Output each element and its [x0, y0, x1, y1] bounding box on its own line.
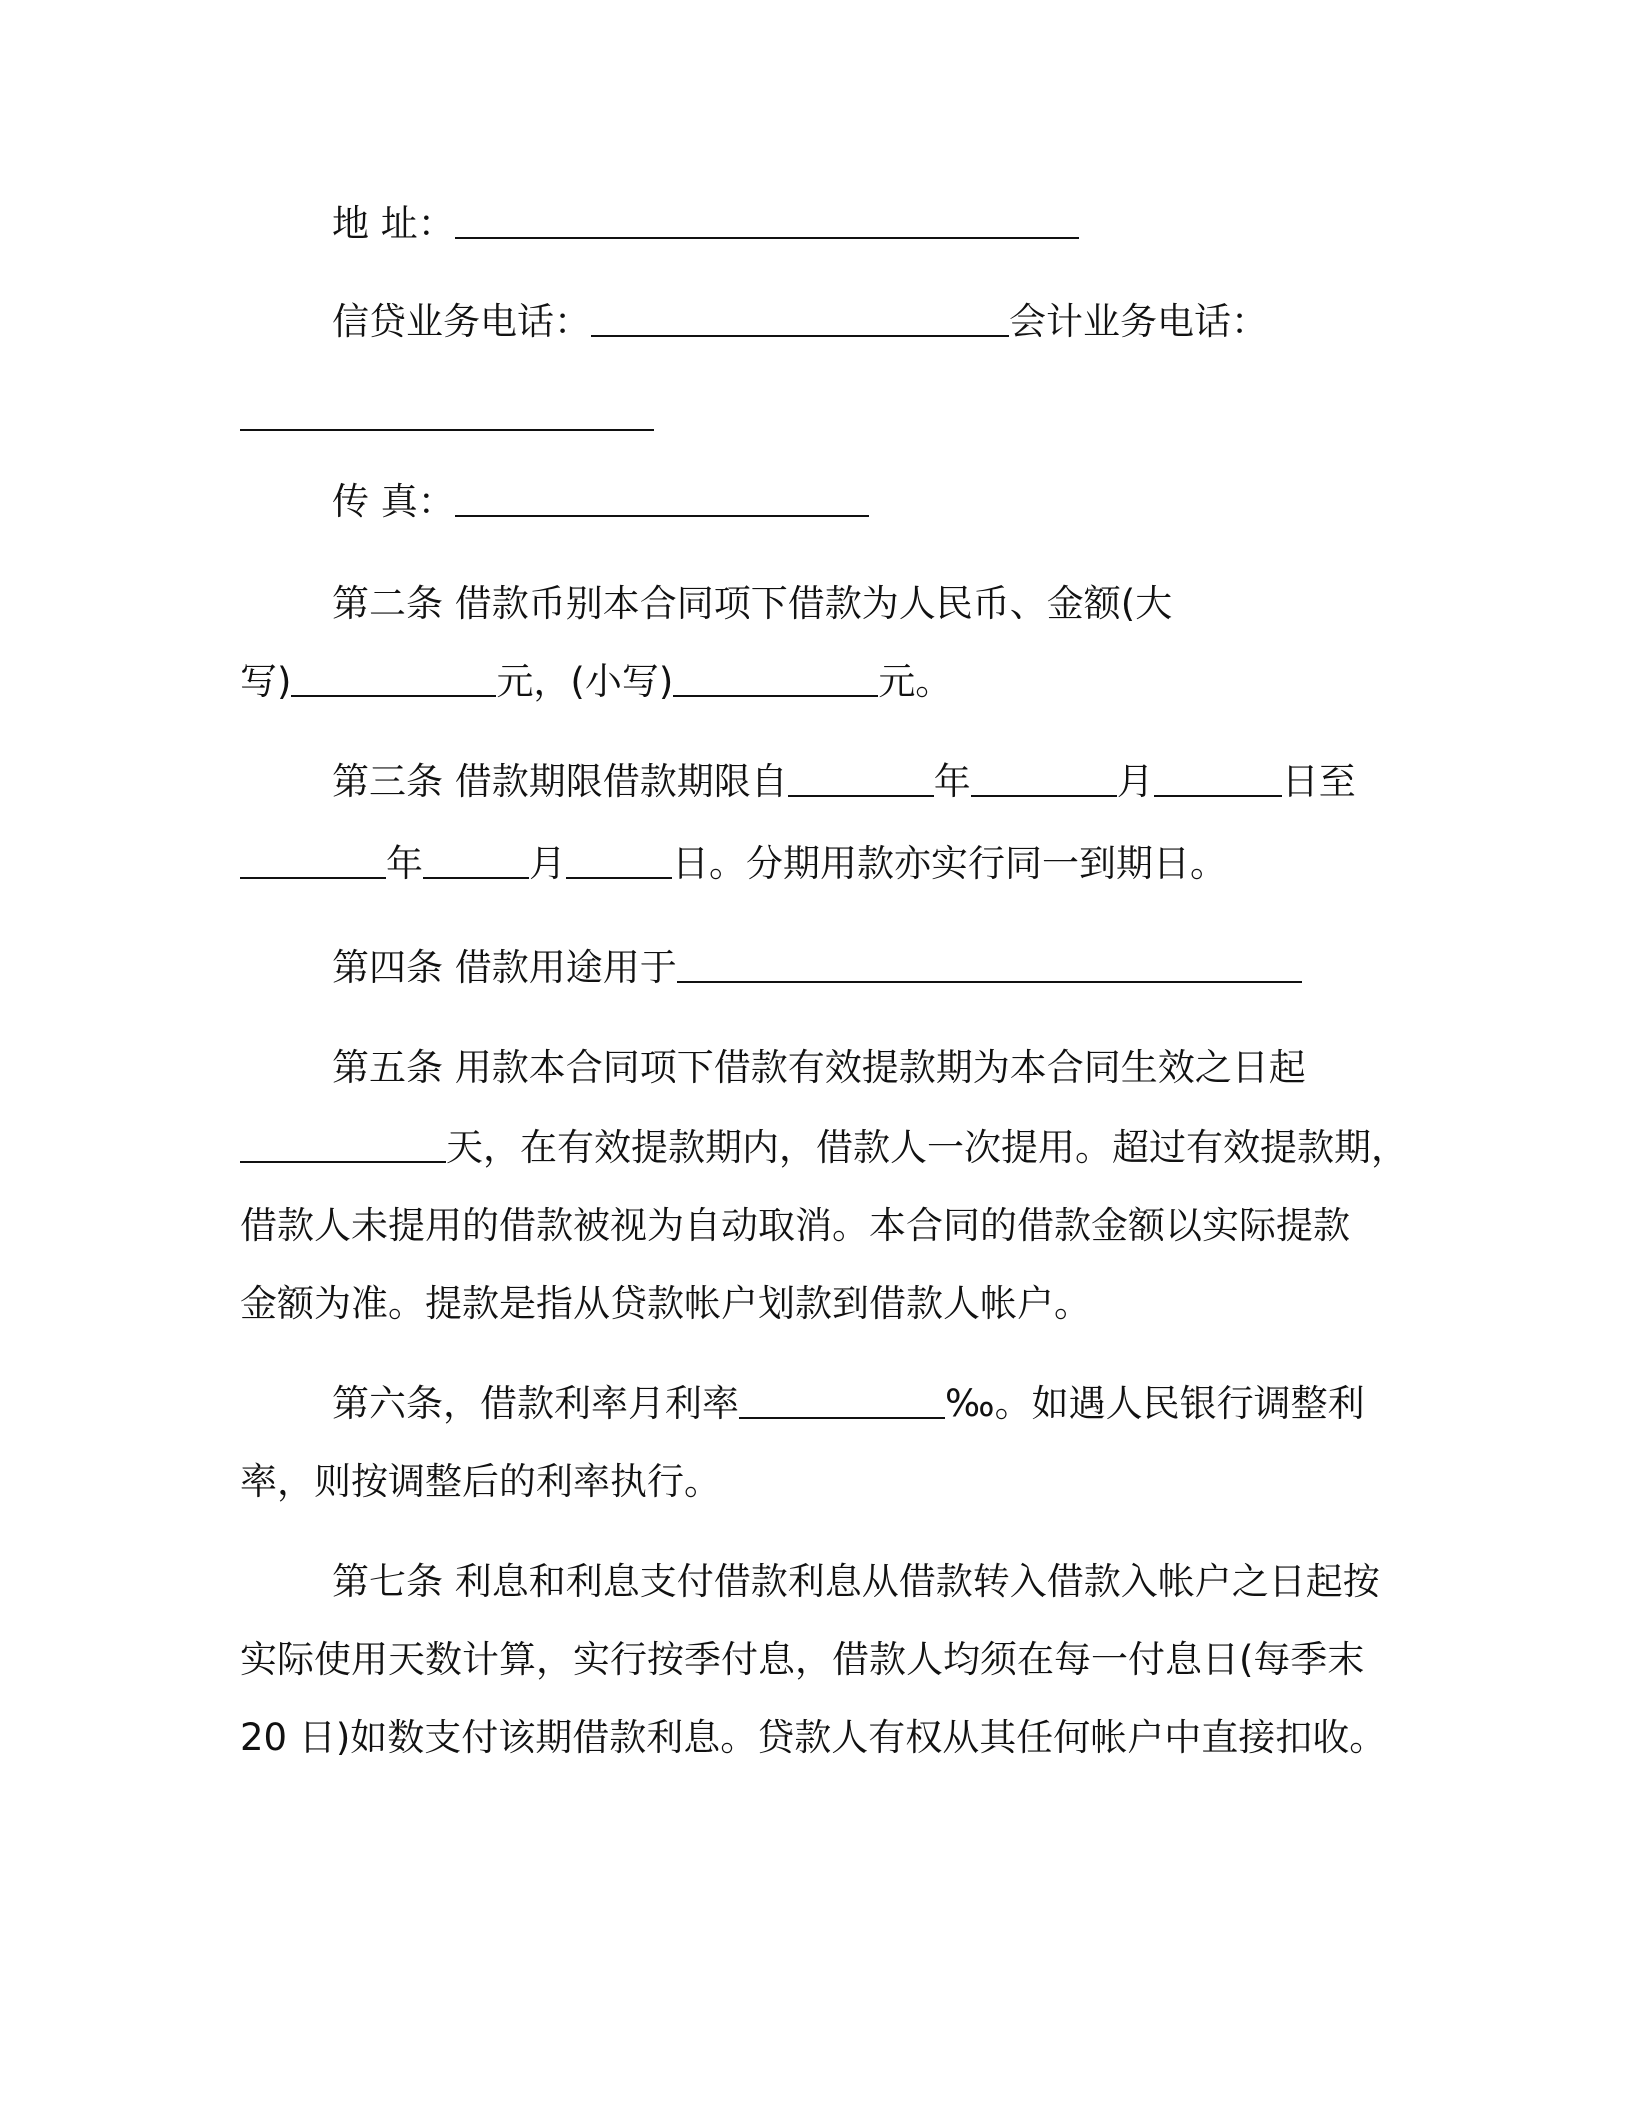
end-year-blank: [240, 847, 386, 879]
article3-text2c: 日。分期用款亦实行同一到期日。: [672, 842, 1227, 885]
article7-line2: [240, 1636, 1364, 1684]
fax-blank: [455, 485, 869, 517]
article5-text3: 借款人未提用的借款被视为自动取消。本合同的借款金额以实际提款: [240, 1204, 1350, 1247]
address-blank: [455, 207, 1079, 239]
article4-text1: 第四条 借款用途用于: [332, 946, 677, 989]
article5-text2: 天，在有效提款期内，借款人一次提用。超过有效提款期，: [446, 1126, 1408, 1169]
article6-text1a: 第六条，借款利率月利率: [332, 1382, 739, 1425]
accounting-phone-label: 会计业务电话：: [1009, 300, 1268, 343]
article3-text1c: 月: [1116, 760, 1154, 803]
article6-text2: 率，则按调整后的利率执行。: [240, 1460, 721, 1503]
credit-phone-blank: [591, 305, 1009, 337]
start-month-blank: [971, 765, 1117, 797]
accounting-phone-blank-line: [240, 392, 654, 440]
article5-line2: [240, 1124, 1408, 1172]
article3-text2a: 年: [386, 842, 423, 885]
article3-text1a: 第三条 借款期限借款期限自: [332, 760, 788, 803]
article2-line2: [240, 658, 952, 706]
article7-text1: 第七条 利息和利息支付借款利息从借款转入借款入帐户之日起按: [332, 1560, 1380, 1603]
article7-line3: [240, 1714, 1386, 1762]
article5-text1: 第五条 用款本合同项下借款有效提款期为本合同生效之日起: [332, 1046, 1306, 1089]
start-year-blank: [788, 765, 934, 797]
article5-line1: [332, 1044, 1306, 1092]
credit-phone-label: 信贷业务电话：: [332, 300, 591, 343]
article2-text2c: 元。: [878, 660, 953, 703]
address-line: [332, 200, 1079, 248]
amount-lowercase-blank: [673, 665, 878, 697]
article7-text3: 20 日)如数支付该期借款利息。贷款人有权从其任何帐户中直接扣收。: [240, 1716, 1387, 1759]
drawdown-days-blank: [240, 1131, 446, 1163]
article7-text2: 实际使用天数计算，实行按季付息，借款人均须在每一付息日(每季末: [240, 1638, 1365, 1681]
article5-line4: [240, 1280, 1091, 1328]
amount-uppercase-blank: [291, 665, 496, 697]
accounting-phone-blank: [240, 399, 654, 431]
article7-line1: [332, 1558, 1380, 1606]
end-day-blank: [566, 847, 672, 879]
article2-line1: [332, 580, 1172, 628]
address-label: 地 址：: [332, 202, 455, 245]
monthly-rate-blank: [739, 1387, 945, 1419]
article5-text4: 金额为准。提款是指从贷款帐户划款到借款人帐户。: [240, 1282, 1091, 1325]
article6-line2: [240, 1458, 721, 1506]
purpose-blank: [677, 951, 1302, 983]
start-day-blank: [1154, 765, 1282, 797]
article3-text1d: 日至: [1281, 760, 1356, 803]
fax-line: [332, 478, 869, 526]
article3-line2: [240, 840, 1227, 888]
fax-label: 传 真：: [332, 480, 455, 523]
article3-line1: [332, 758, 1356, 806]
article4-line1: [332, 944, 1302, 992]
article2-text2b: 元，(小写): [496, 660, 674, 703]
end-month-blank: [423, 847, 529, 879]
article3-text1b: 年: [933, 760, 971, 803]
article5-line3: [240, 1202, 1350, 1250]
article2-text2a: 写): [240, 660, 292, 703]
phone-line: [332, 298, 1268, 346]
article3-text2b: 月: [529, 842, 566, 885]
article6-line1: [332, 1380, 1365, 1428]
article2-text1: 第二条 借款币别本合同项下借款为人民币、金额(大: [332, 582, 1173, 625]
article6-text1b: ‰。如遇人民银行调整利: [945, 1382, 1365, 1425]
